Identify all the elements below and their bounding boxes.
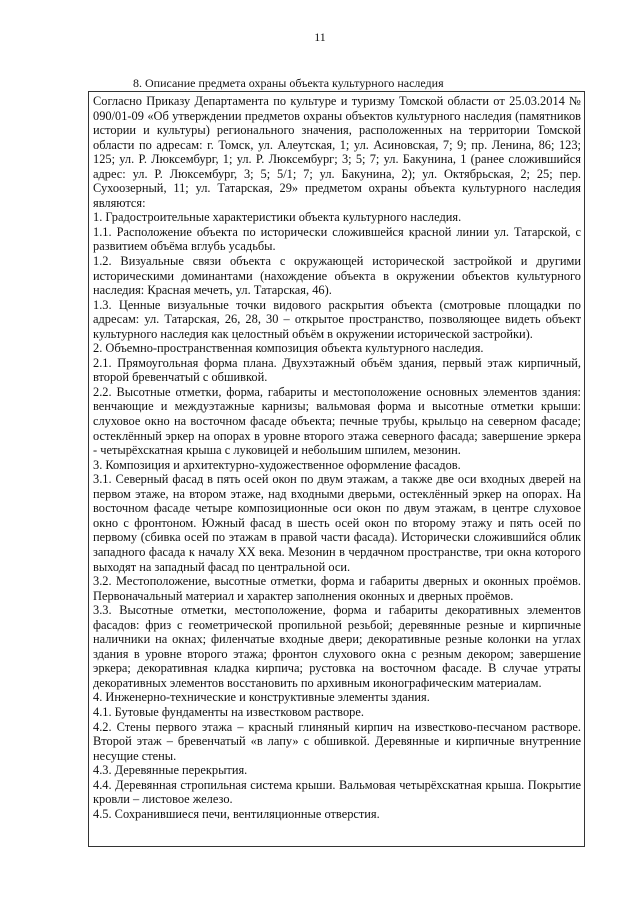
paragraph-4-2: 4.2. Стены первого этажа – красный глиняный кирпич на известково-песчаном растворе. Второй этаж – бревенчатый «в лапу» с обшивкой. Деревянные и кирпичные внутренние несущие стены. <box>93 719 581 763</box>
paragraph-2-1: 2.1. Прямоугольная форма плана. Двухэтажный объём здания, первый этаж кирпичный, второй бревенчатый с обшивкой. <box>93 355 581 385</box>
paragraph-3-1: 3.1. Северный фасад в пять осей окон по двум этажам, а также две оси входных дверей на первом этаже, на втором этаже, над входными дверьми, остеклённый эркер на опорах. На восточном фасаде четыре композиционные оси окон по двум этажам, в центре слуховое окно с фронтоном. Южный фасад в шесть осей окон по второму этажу и пять осей по первому (сбивка осей по этажам в правой части фасада). Исторически сложившийся облик западного фасада к началу XX века. Мезонин в чердачном пространстве, три окна которого выходят на западный фасад по центральной оси. <box>93 472 581 574</box>
paragraph-3: 3. Композиция и архитектурно-художественное оформление фасадов. <box>93 457 461 472</box>
section-heading: 8. Описание предмета охраны объекта культурного наследия <box>133 76 444 90</box>
paragraph-2-2: 2.2. Высотные отметки, форма, габариты и местоположение основных элементов здания: венчающие и междуэтажные карнизы; вальмовая форма и высотные отметки крыши: слуховое окно на восточном фасаде объекта; печные трубы, крыльцо на северном фасаде; остеклённый эркер на опорах в уровне второго этажа северного фасада; завершение эркера - четырёхскатная крыша с луковицей и небольшим шпилем, мезонин. <box>93 384 581 458</box>
paragraph-1: 1. Градостроительные характеристики объекта культурного наследия. <box>93 210 462 225</box>
paragraph-4-5: 4.5. Сохранившиеся печи, вентиляционные отверстия. <box>93 806 380 821</box>
paragraph-intro: Согласно Приказу Департамента по культуре и туризму Томской области от 25.03.2014 № 090/01-09 «Об утверждении предметов охраны объектов культурного наследия (памятников истории и культуры) регионального значения, расположенных на территории Томской области по адресам: г. Томск, ул. Алеутская, 1; ул. Асиновская, 7; 9; пр. Ленина, 86; 123; 125; ул. Р. Люксембург, 1; ул. Р. Люксембург; 3; 5; 7; ул. Бакунина, 1 (ранее сложившийся адрес: ул. Р. Люксембург, 3; 5; 5/1; 7; ул. Бакунина, 2); ул. Октябрьская, 2; 25; пер. Сухоозерный, 11; ул. Татарская, 29» предметом охраны объекта культурного наследия являются: <box>93 94 581 210</box>
paragraph-1-2: 1.2. Визуальные связи объекта с окружающей исторической застройкой и другими историческими доминантами (нахождение объекта в окружении объектов культурного наследия: Красная мечеть, ул. Татарская, 46). <box>93 254 581 298</box>
paragraph-4-3: 4.3. Деревянные перекрытия. <box>93 763 248 778</box>
paragraph-4-4: 4.4. Деревянная стропильная система крыши. Вальмовая четырёхскатная крыша. Покрытие кровли – листовое железо. <box>93 777 581 807</box>
paragraph-3-2: 3.2. Местоположение, высотные отметки, форма и габариты дверных и оконных проёмов. Первоначальный материал и характер заполнения оконных и дверных проёмов. <box>93 574 581 603</box>
paragraph-3-3: 3.3. Высотные отметки, местоположение, форма и габариты декоративных элементов фасадов: фриз с геометрической пропильной резьбой; деревянные резные и кирпичные наличники на окнах; филенчатые входные двери; декоративные резные колонки на углах здания в уровне второго этажа; фронтон слухового окна с резным декором; завершение эркера; декоративная кладка кирпича; рустовка на восточном фасаде. В случае утраты декоративных элементов восстановить по архивным иконографическим материалам. <box>93 603 581 690</box>
paragraph-1-3: 1.3. Ценные визуальные точки видового раскрытия объекта (смотровые площадки по адресам: ул. Татарская, 26, 28, 30 – открытое пространство, позволяющее видеть объект культурного наследия как целостный объём в окружении исторической застройки). <box>93 297 581 341</box>
page-number: 11 <box>314 30 326 44</box>
paragraph-4-1: 4.1. Бутовые фундаменты на известковом растворе. <box>93 704 364 719</box>
paragraph-2: 2. Объемно-пространственная композиция объекта культурного наследия. <box>93 341 484 356</box>
protection-subject-text-box <box>88 91 585 847</box>
paragraph-1-1: 1.1. Расположение объекта по исторически сложившейся красной линии ул. Татарской, с развитием объёма вглубь усадьбы. <box>93 224 581 254</box>
paragraph-4: 4. Инженерно-технические и конструктивные элементы здания. <box>93 690 430 705</box>
